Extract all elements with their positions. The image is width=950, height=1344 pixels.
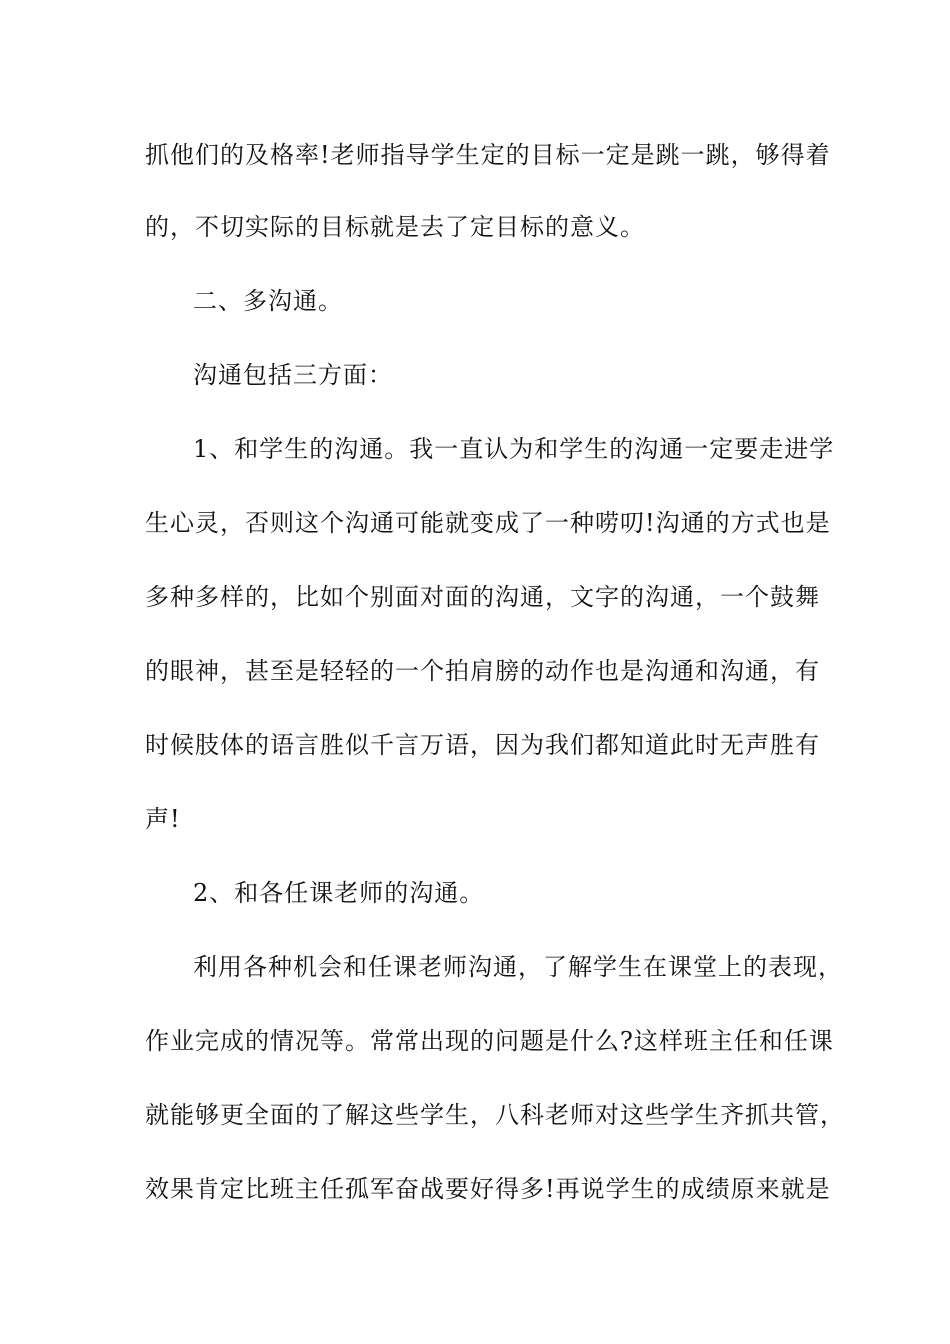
body-text-line: 作业完成的情况等。常常出现的问题是什么?这样班主任和任课 [145, 1027, 834, 1055]
list-item-heading: 2、和各任课老师的沟通。 [193, 879, 485, 907]
body-text-line: 时候肢体的语言胜似千言万语，因为我们都知道此时无声胜有 [145, 731, 820, 759]
body-text-line: 声! [145, 805, 181, 833]
body-text-line: 生心灵，否则这个沟通可能就变成了一种唠叨!沟通的方式也是 [145, 509, 831, 537]
list-item-heading: 1、和学生的沟通。我一直认为和学生的沟通一定要走进学 [193, 435, 835, 463]
body-text-line: 抓他们的及格率!老师指导学生定的目标一定是跳一跳，够得着 [145, 141, 831, 169]
body-text-line: 的眼神，甚至是轻轻的一个拍肩膀的动作也是沟通和沟通，有 [145, 657, 820, 685]
body-text-line: 利用各种机会和任课老师沟通，了解学生在课堂上的表现， [193, 953, 843, 981]
body-text-line: 就能够更全面的了解这些学生，八科老师对这些学生齐抓共管， [145, 1101, 845, 1129]
section-heading: 二、多沟通。 [193, 287, 343, 315]
body-text-line: 沟通包括三方面： [193, 361, 393, 389]
body-text-line: 多种多样的，比如个别面对面的沟通，文字的沟通，一个鼓舞 [145, 583, 820, 611]
body-text-line: 效果肯定比班主任孤军奋战要好得多!再说学生的成绩原来就是 [145, 1175, 831, 1203]
body-text-line: 的，不切实际的目标就是去了定目标的意义。 [145, 213, 645, 241]
